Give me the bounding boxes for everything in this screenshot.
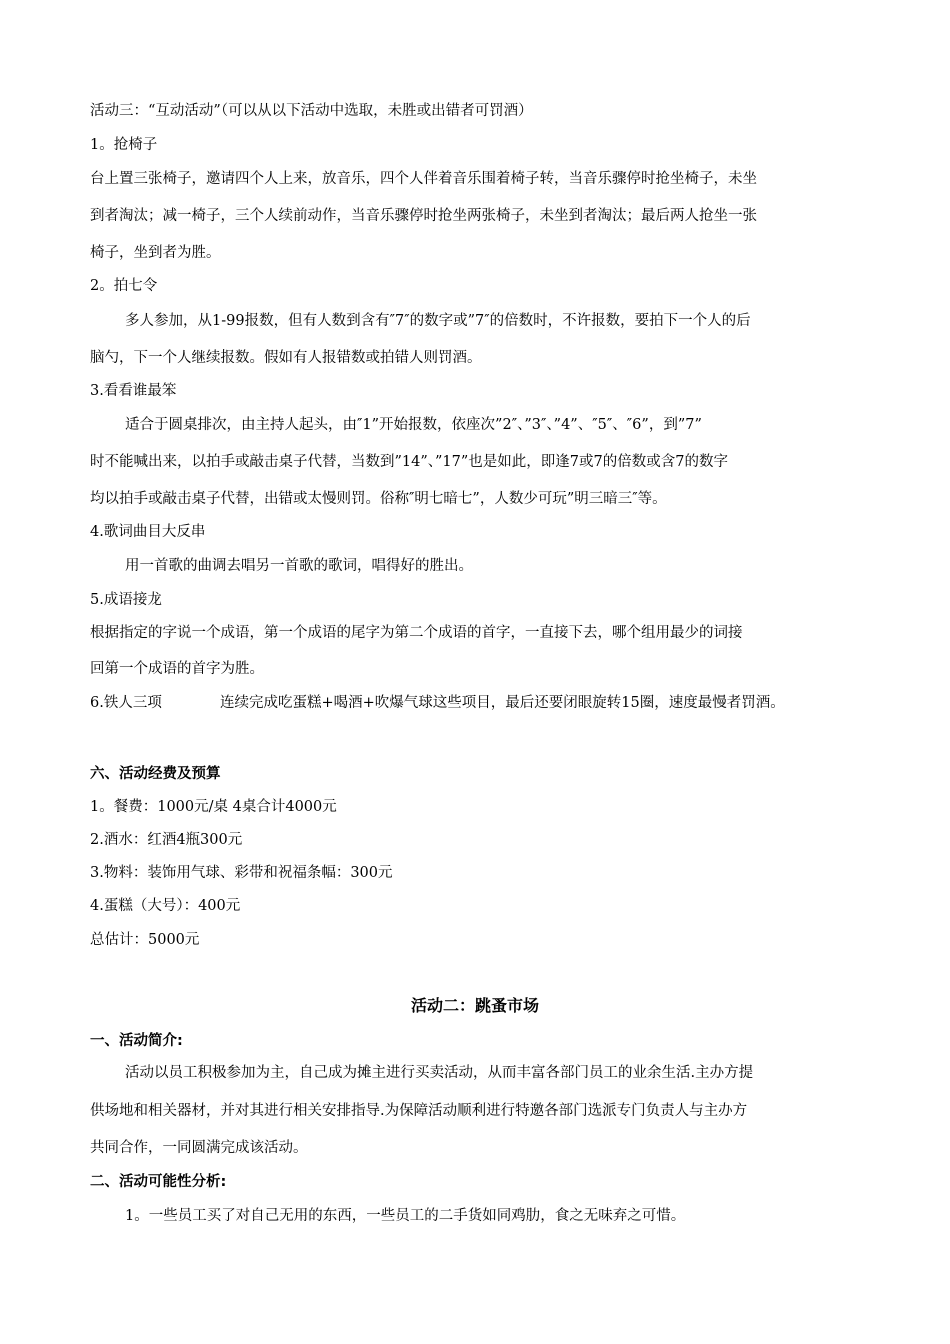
game5-title: 5.成语接龙 — [90, 592, 162, 608]
game5-line2: 回第一个成语的首字为胜。 — [90, 661, 264, 677]
section1-heading: 一、活动简介: — [90, 1033, 183, 1049]
game1-line3: 椅子，坐到者为胜。 — [90, 245, 221, 261]
game6-desc: 连续完成吃蛋糕+喝酒+吹爆气球这些项目，最后还要闭眼旋转15圈，速度最慢者罚酒。 — [220, 695, 785, 711]
game1-title: 1。抢椅子 — [90, 137, 158, 153]
game1-line1: 台上置三张椅子，邀请四个人上来，放音乐，四个人伴着音乐围着椅子转，当音乐骤停时抢坐椅子，未坐 — [90, 171, 757, 187]
game4-title: 4.歌词曲目大反串 — [90, 524, 206, 540]
game5-line1: 根据指定的字说一个成语，第一个成语的尾字为第二个成语的首字，一直接下去，哪个组用最少的词接 — [90, 625, 743, 641]
activity2-title: 活动二：跳蚤市场 — [410, 996, 539, 1015]
game2-title: 2。拍七令 — [90, 278, 158, 294]
budget-item-cake: 4.蛋糕（大号）：400元 — [90, 898, 241, 914]
budget-item-materials: 3.物料：装饰用气球、彩带和祝福条幅：300元 — [90, 865, 393, 881]
game3-line1: 适合于圆桌排次，由主持人起头，由″1”开始报数，依座次”2″、”3″、”4”、″5″、″6”，到”7” — [125, 417, 702, 433]
game2-line2: 脑勺，下一个人继续报数。假如有人报错数或拍错人则罚酒。 — [90, 350, 482, 366]
game6-row — [90, 693, 162, 713]
budget-heading: 六、活动经费及预算 — [90, 766, 221, 782]
budget-item-drinks: 2.酒水：红酒4瓶300元 — [90, 832, 243, 848]
section2-line1: 1。一些员工买了对自己无用的东西，一些员工的二手货如同鸡肋，食之无味弃之可惜。 — [125, 1208, 686, 1224]
section2-heading: 二、活动可能性分析: — [90, 1174, 227, 1190]
section1-line2: 供场地和相关器材，并对其进行相关安排指导.为保障活动顺利进行特邀各部门选派专门负责人与主办方 — [90, 1103, 748, 1119]
game6-title: 6.铁人三项 — [90, 695, 162, 711]
budget-item-meals: 1。餐费：1000元/桌 4桌合计4000元 — [90, 799, 337, 815]
budget-total: 总估计：5000元 — [90, 932, 200, 948]
game2-line1: 多人参加，从1-99报数，但有人数到含有″7″的数字或”7″的倍数时，不许报数，要拍下一个人的后 — [125, 313, 751, 329]
game4-line1: 用一首歌的曲调去唱另一首歌的歌词，唱得好的胜出。 — [125, 558, 473, 574]
game1-line2: 到者淘汰；减一椅子，三个人续前动作，当音乐骤停时抢坐两张椅子，未坐到者淘汰；最后两人抢坐一张 — [90, 208, 757, 224]
section1-line1: 活动以员工积极参加为主，自己成为摊主进行买卖活动，从而丰富各部门员工的业余生活.主办方提 — [125, 1065, 754, 1081]
game3-title: 3.看看谁最笨 — [90, 383, 177, 399]
game3-line3: 均以拍手或敲击桌子代替，出错或太慢则罚。俗称″明七暗七”，人数少可玩”明三暗三″等。 — [90, 491, 667, 507]
game3-line2: 时不能喊出来，以拍手或敲击桌子代替，当数到”14”、”17”也是如此，即逢7或7的倍数或含7的数字 — [90, 454, 728, 470]
activity3-heading: 活动三：“互动活动”（可以从以下活动中选取，未胜或出错者可罚酒） — [90, 103, 533, 119]
section1-line3: 共同合作，一同圆满完成该活动。 — [90, 1140, 308, 1156]
